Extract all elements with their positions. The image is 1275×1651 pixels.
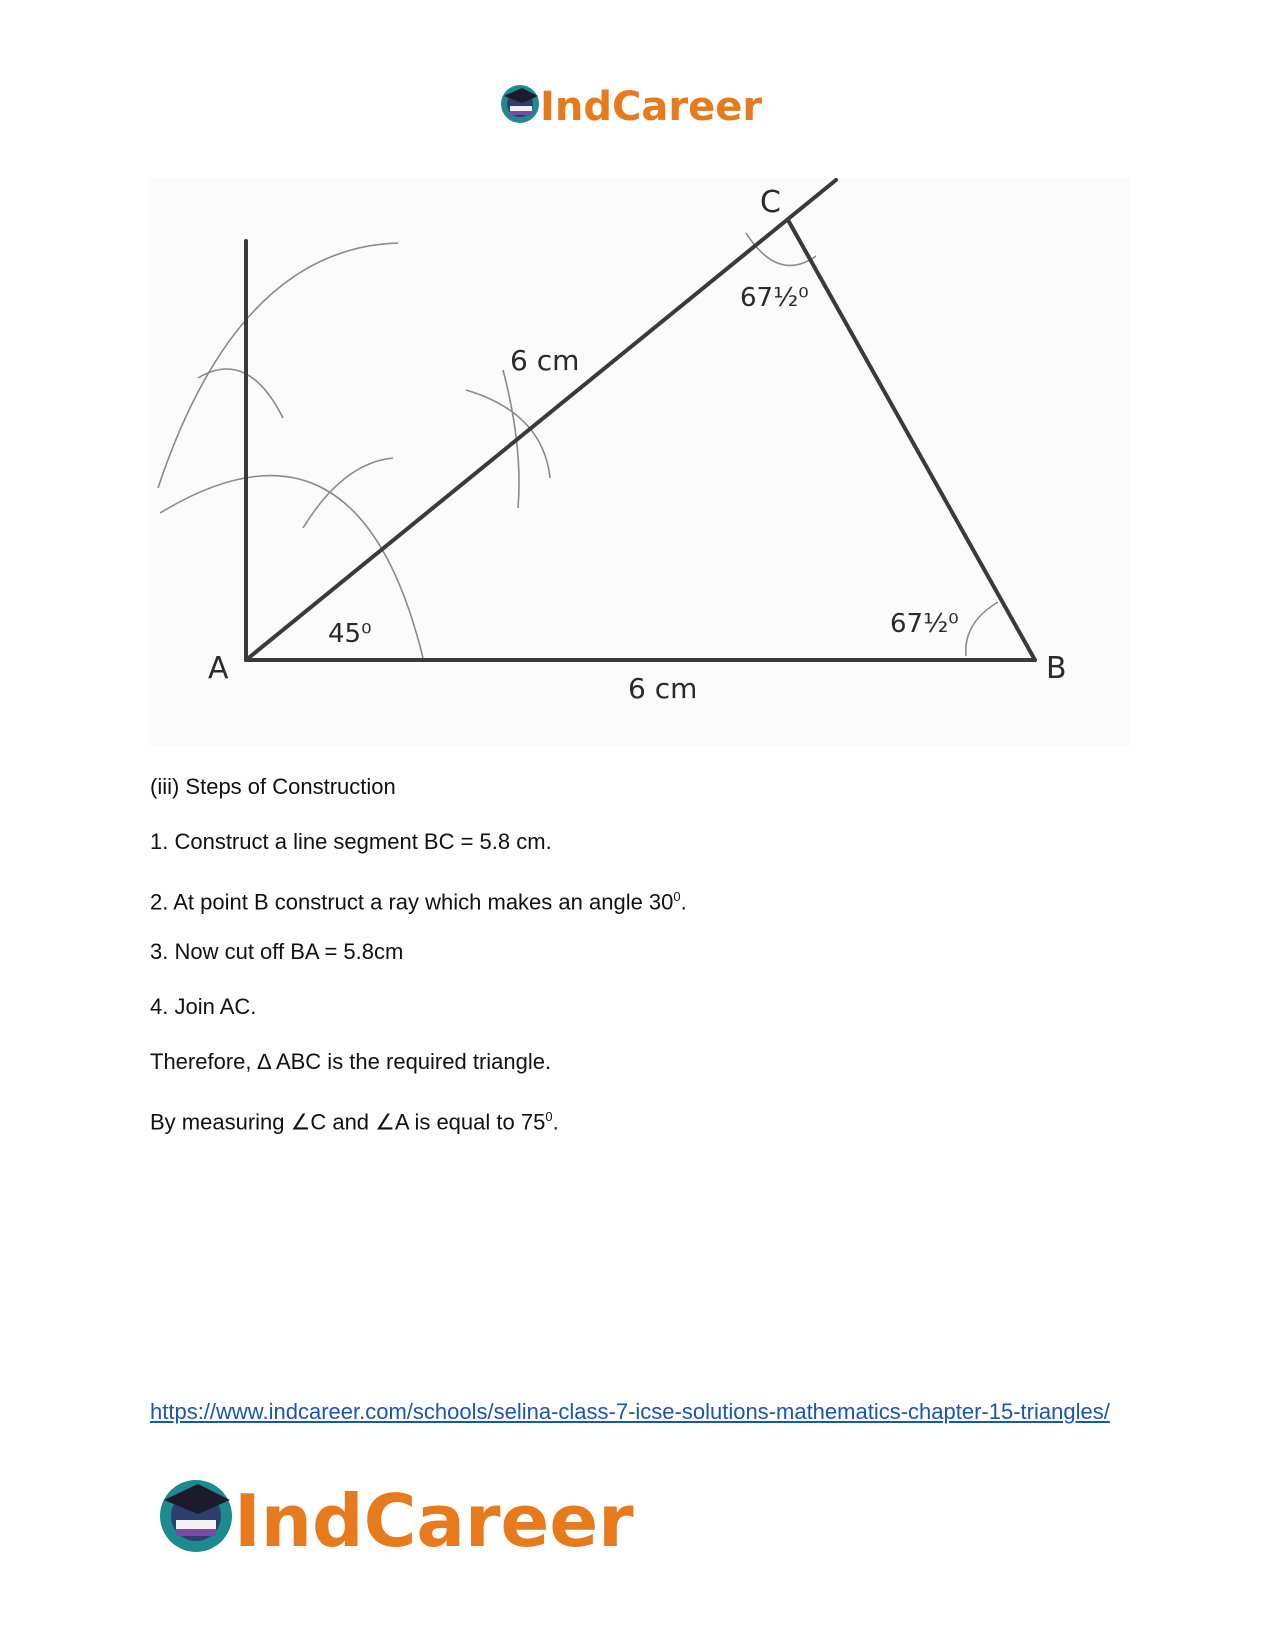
vertex-label-b: B <box>1046 651 1067 686</box>
conclusion: Therefore, ∆ ABC is the required triangle. <box>150 1049 552 1074</box>
side-label-ac: 6 cm <box>510 344 580 377</box>
angle-label-c: 67½⁰ <box>740 283 809 313</box>
indcareer-footer-logo <box>158 1470 698 1560</box>
graduation-cap-icon <box>160 1480 232 1552</box>
construction-steps <box>150 772 1130 1157</box>
vertex-label-a: A <box>208 651 229 686</box>
side-label-ab: 6 cm <box>628 672 698 705</box>
section-heading: (iii) Steps of Construction <box>150 774 396 799</box>
angle-label-b: 67½⁰ <box>890 609 959 639</box>
triangle-construction-figure <box>148 178 1130 746</box>
measurement-note: By measuring ∠C and ∠A is equal to $75^0$. <box>150 1109 559 1135</box>
step-2: 2. At point B construct a ray which makes an angle $30^0$. <box>150 889 687 915</box>
angle-label-a: 45⁰ <box>328 619 372 649</box>
source-link[interactable]: https://www.indcareer.com/schools/selina-class-7-icse-solutions-mathematics-chapter-15-triangles/ <box>150 1399 1110 1424</box>
svg-text:IndCareer: IndCareer <box>540 84 763 130</box>
graduation-cap-icon <box>501 85 539 123</box>
indcareer-logo <box>500 78 790 130</box>
vertex-label-c: C <box>760 185 781 220</box>
svg-text:IndCareer: IndCareer <box>234 1479 634 1560</box>
step-3: 3. Now cut off BA = 5.8cm <box>150 939 404 964</box>
step-4: 4. Join AC. <box>150 994 257 1019</box>
step-1: 1. Construct a line segment BC = 5.8 cm. <box>150 829 552 854</box>
